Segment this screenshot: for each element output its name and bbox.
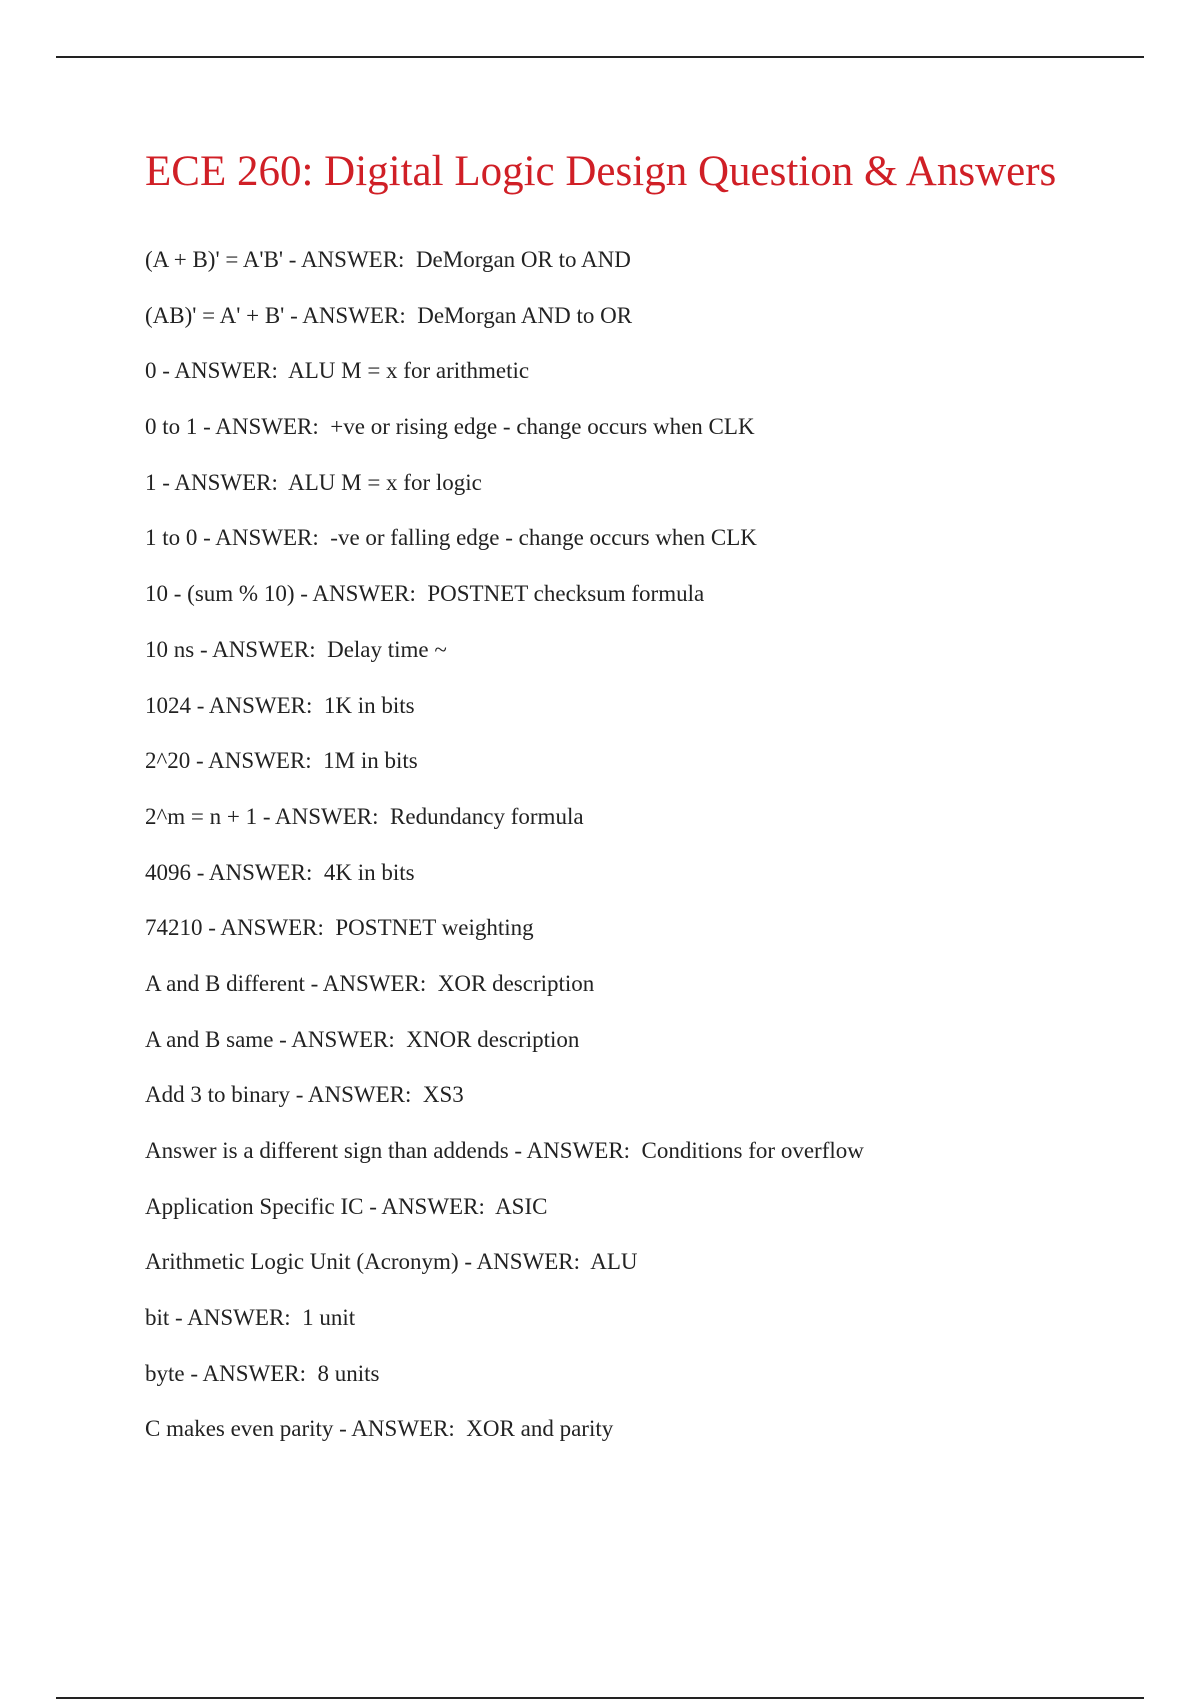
qa-item: 74210 - ANSWER: POSTNET weighting	[145, 915, 534, 941]
qa-item: 10 - (sum % 10) - ANSWER: POSTNET checksum formula	[145, 581, 705, 607]
qa-item: Add 3 to binary - ANSWER: XS3	[145, 1082, 464, 1108]
qa-item: C makes even parity - ANSWER: XOR and parity	[145, 1416, 614, 1442]
qa-item: 10 ns - ANSWER: Delay time ~	[145, 636, 447, 662]
qa-item: (AB)' = A' + B' - ANSWER: DeMorgan AND to OR	[145, 302, 633, 328]
qa-item: bit - ANSWER: 1 unit	[145, 1305, 356, 1331]
qa-item: A and B different - ANSWER: XOR description	[145, 970, 595, 996]
qa-item: 1 to 0 - ANSWER: -ve or falling edge - change occurs when CLK	[145, 525, 757, 551]
qa-list	[145, 243, 864, 1468]
qa-item: 1 - ANSWER: ALU M = x for logic	[145, 469, 482, 495]
qa-item: 1024 - ANSWER: 1K in bits	[145, 692, 415, 718]
qa-item: byte - ANSWER: 8 units	[145, 1360, 380, 1386]
qa-item: Application Specific IC - ANSWER: ASIC	[145, 1193, 548, 1219]
qa-item: 0 to 1 - ANSWER: +ve or rising edge - change occurs when CLK	[145, 414, 755, 440]
qa-item: 2^m = n + 1 - ANSWER: Redundancy formula	[145, 803, 584, 829]
top-rule	[56, 56, 1144, 58]
qa-item: 4096 - ANSWER: 4K in bits	[145, 859, 415, 885]
qa-item: 2^20 - ANSWER: 1M in bits	[145, 748, 418, 774]
qa-item: 0 - ANSWER: ALU M = x for arithmetic	[145, 358, 530, 384]
page-title: ECE 260: Digital Logic Design Question & Answers	[145, 148, 1057, 195]
qa-item: (A + B)' = A'B' - ANSWER: DeMorgan OR to AND	[145, 247, 631, 272]
qa-item: A and B same - ANSWER: XNOR description	[145, 1026, 580, 1052]
qa-item: Arithmetic Logic Unit (Acronym) - ANSWER: ALU	[145, 1249, 638, 1275]
bottom-rule	[56, 1697, 1144, 1699]
qa-item: Answer is a different sign than addends - ANSWER: Conditions for overflow	[145, 1138, 864, 1163]
